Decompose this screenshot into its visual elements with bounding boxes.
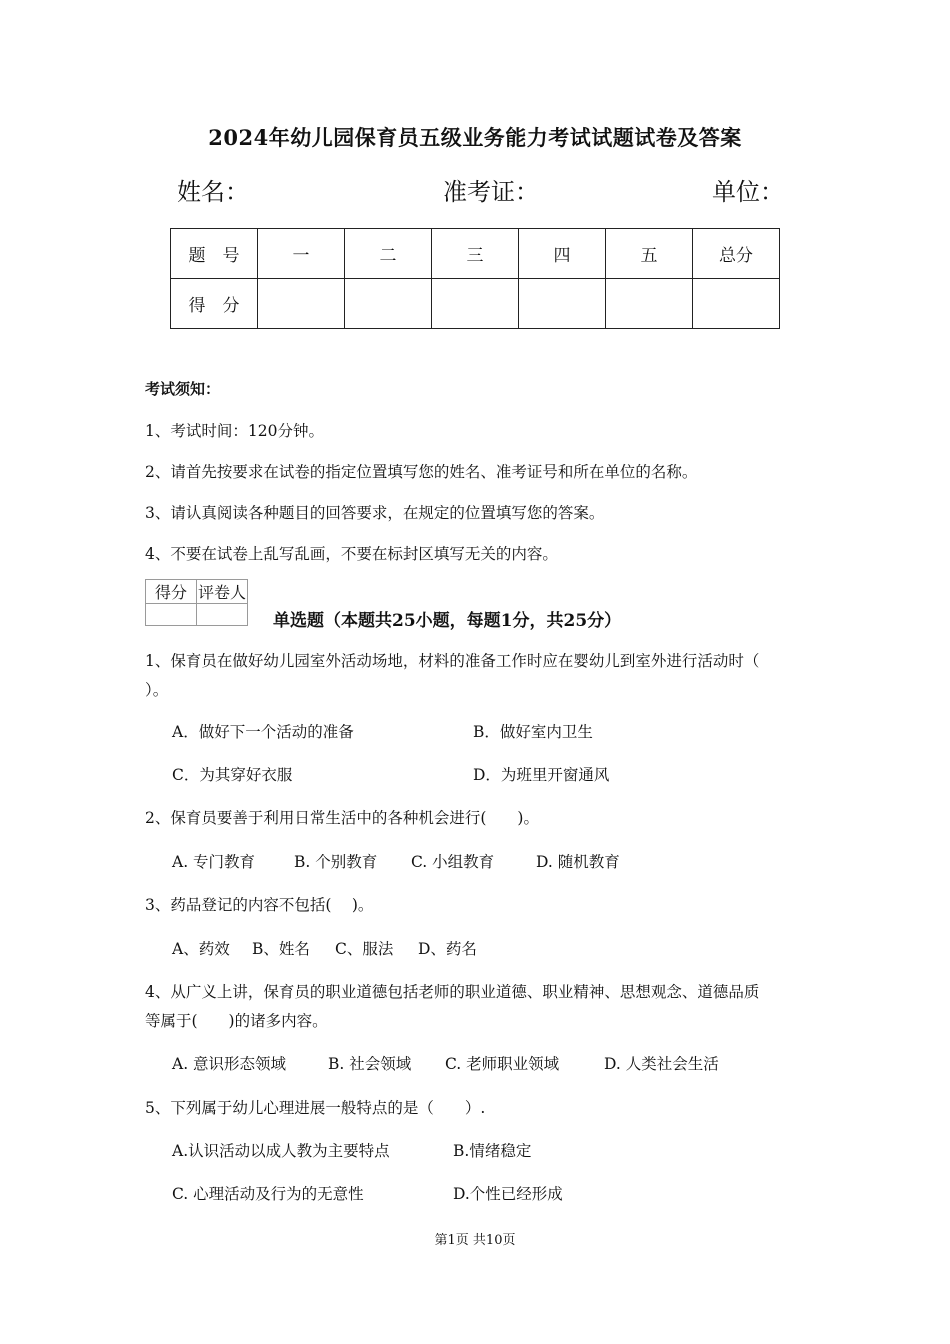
score-cell-4	[519, 279, 606, 329]
question-1-option-d: D．为班里开窗通风	[473, 766, 610, 784]
score-header-4: 四	[519, 229, 606, 279]
notice-heading: 考试须知：	[145, 380, 221, 398]
exam-title: 2024年幼儿园保育员五级业务能力考试试题试卷及答案	[208, 125, 742, 150]
score-cell-2	[345, 279, 432, 329]
grader-box	[145, 579, 248, 626]
score-cell-5	[606, 279, 693, 329]
grader-score-label: 得分	[146, 580, 197, 604]
notice-item: 2、请首先按要求在试卷的指定位置填写您的姓名、准考证号和所在单位的名称。	[145, 463, 698, 481]
question-3-option-c: C、服法	[335, 940, 394, 958]
question-4-option-c: C. 老师职业领域	[445, 1055, 560, 1073]
unit-field-label: 单位：	[712, 178, 784, 206]
score-cell-1	[258, 279, 345, 329]
question-4-option-a: A. 意识形态领域	[172, 1055, 287, 1073]
question-2-stem: 2、保育员要善于利用日常生活中的各种机会进行( )。	[145, 809, 539, 827]
score-cell-total	[693, 279, 780, 329]
score-header-1: 一	[258, 229, 345, 279]
grader-reviewer-label: 评卷人	[197, 580, 248, 604]
question-5-option-d: D.个性已经形成	[453, 1185, 563, 1203]
question-4-stem-cont: 等属于( )的诸多内容。	[145, 1012, 328, 1030]
score-header-total: 总分	[693, 229, 780, 279]
score-table	[170, 228, 780, 329]
grader-score-cell	[146, 604, 197, 626]
notice-item: 3、请认真阅读各种题目的回答要求，在规定的位置填写您的答案。	[145, 504, 605, 522]
question-5-option-b: B.情绪稳定	[453, 1142, 532, 1160]
question-2-option-a: A. 专门教育	[172, 853, 256, 871]
score-cell-3	[432, 279, 519, 329]
question-2-option-b: B. 个别教育	[294, 853, 378, 871]
question-1-option-b: B．做好室内卫生	[473, 723, 593, 741]
question-4-option-b: B. 社会领域	[328, 1055, 412, 1073]
question-2-option-c: C. 小组教育	[411, 853, 495, 871]
name-field-label: 姓名：	[177, 178, 249, 206]
score-header-5: 五	[606, 229, 693, 279]
notice-item: 1、考试时间：120分钟。	[145, 422, 324, 440]
question-4-stem: 4、从广义上讲，保育员的职业道德包括老师的职业道德、职业精神、思想观念、道德品质	[145, 983, 760, 1001]
score-table-score-row	[171, 279, 780, 329]
score-row-label: 得 分	[171, 279, 258, 329]
question-5-stem: 5、下列属于幼儿心理进展一般特点的是（ ）.	[145, 1099, 486, 1117]
score-header-2: 二	[345, 229, 432, 279]
score-header-label: 题 号	[171, 229, 258, 279]
question-4-option-d: D. 人类社会生活	[604, 1055, 719, 1073]
page-footer: 第1页 共10页	[434, 1233, 516, 1248]
score-table-header-row	[171, 229, 780, 279]
question-1-option-a: A．做好下一个活动的准备	[172, 723, 354, 741]
question-3-option-d: D、药名	[418, 940, 477, 958]
question-5-option-a: A.认识活动以成人教为主要特点	[172, 1142, 390, 1160]
question-1-option-c: C．为其穿好衣服	[172, 766, 293, 784]
question-2-option-d: D. 随机教育	[536, 853, 620, 871]
score-header-3: 三	[432, 229, 519, 279]
exam-id-field-label: 准考证：	[443, 178, 539, 206]
grader-reviewer-cell	[197, 604, 248, 626]
question-1-stem: 1、保育员在做好幼儿园室外活动场地，材料的准备工作时应在婴幼儿到室外进行活动时（	[145, 652, 760, 670]
question-3-option-a: A、药效	[172, 940, 230, 958]
notice-item: 4、不要在试卷上乱写乱画，不要在标封区填写无关的内容。	[145, 545, 558, 563]
question-3-option-b: B、姓名	[252, 940, 310, 958]
question-3-stem: 3、药品登记的内容不包括( )。	[145, 896, 374, 914]
section-title: 单选题（本题共25小题，每题1分，共25分）	[273, 611, 622, 631]
question-5-option-c: C. 心理活动及行为的无意性	[172, 1185, 364, 1203]
question-1-stem-cont: ）。	[145, 681, 169, 699]
